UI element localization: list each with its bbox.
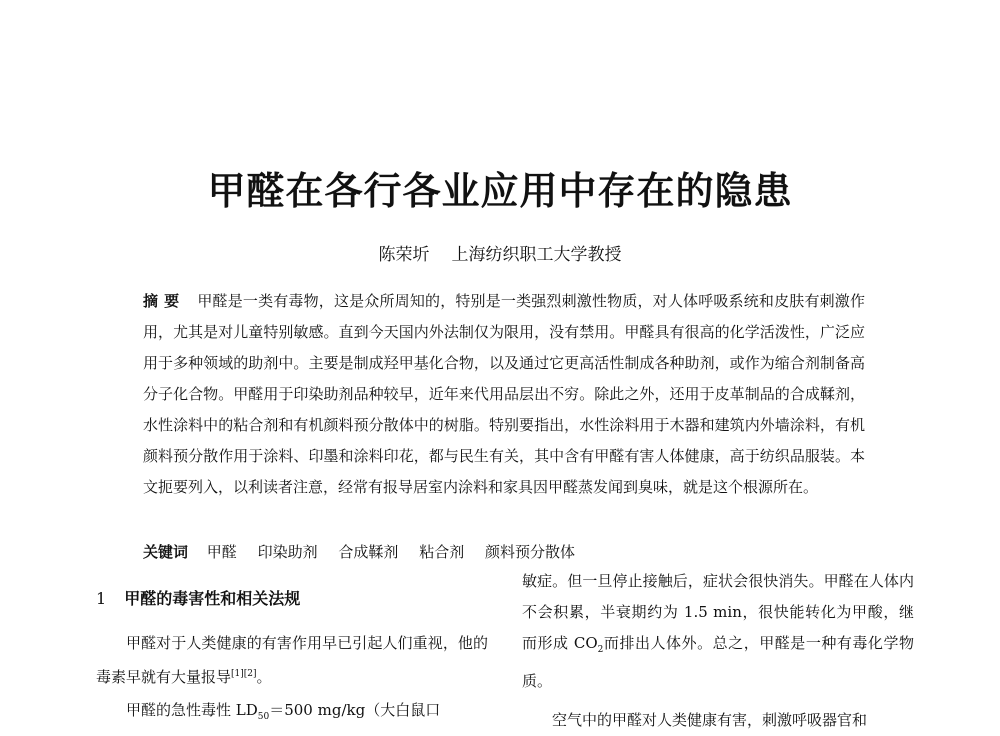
author-affiliation: 上海纺织职工大学教授 [451,245,622,265]
body-paragraph: 空气中的甲醛对人类健康有害，刺激呼吸器官和 [552,711,868,729]
subscript: 50 [257,712,270,722]
keywords [143,539,865,565]
keyword: 印染助剂 [257,543,318,561]
abstract [143,286,865,503]
keyword: 甲醛 [206,543,237,561]
keyword: 颜料预分散体 [484,543,575,561]
citation-ref: [1][2] [231,669,257,679]
section-heading [96,586,488,612]
keyword: 合成鞣剂 [338,543,399,561]
keyword: 粘合剂 [419,543,465,561]
paragraph-text: 甲醛对于人类健康的有害作用早已引起人们重视，他的毒素早就有大量报导 [96,634,488,686]
subscript: 2 [597,645,604,655]
abstract-label: 摘要 [143,292,186,310]
paragraph-text: 而排出人体外。总之，甲醛是一种有毒化学物质。 [522,634,914,690]
paragraph-end: 。 [256,668,272,686]
author-line [0,242,1000,268]
body-paragraph [96,695,488,733]
abstract-text: 甲醛是一类有毒物，这是众所周知的，特别是一类强烈刺激性物质，对人体呼吸系统和皮肤有刺激作用，尤其是对儿童特别敏感。直到今天国内外法制仅为限用，没有禁用。甲醛具有很高的化学活泼性，广泛应用于多种领域的助剂中。主要是制成羟甲基化合物，以及通过它更高活性制成各种助剂，或作为缩合剂制备高分子化合物。甲醛用于印染助剂品种较早，近年来代用品层出不穷。除此之外，还用于皮革制品的合成鞣剂，水性涂料中的粘合剂和有机颜料预分散体中的树脂。特别要指出，水性涂料用于木器和建筑内外墙涂料，有机颜料预分散作用于涂料、印墨和涂料印花，都与民生有关，其中含有甲醛有害人体健康，高于纺织品服装。本文扼要列入，以利读者注意，经常有报导居室内涂料和家具因甲醛蒸发闻到臭味，就是这个根源所在。 [143,292,865,496]
paper-title: 甲醛在各行各业应用中存在的隐患 [207,169,793,213]
section-number: 1 [96,589,107,608]
author-name: 陈荣圻 [378,245,430,265]
body-paragraph [522,566,914,697]
keywords-label: 关键词 [143,543,189,561]
paragraph-text: 甲醛的急性毒性 LD [126,701,258,719]
body-paragraph [96,628,488,693]
section-title: 甲醛的毒害性和相关法规 [124,589,301,608]
paragraph-text: 敏症。但一旦停止接触后，症状会很快消失。甲醛在人体内不会积累，半衰期约为 1.5 min，很快能转化为甲酸，继而形成 CO [522,572,914,652]
paragraph-text: ＝500 mg/kg（大白鼠口 [269,701,441,719]
